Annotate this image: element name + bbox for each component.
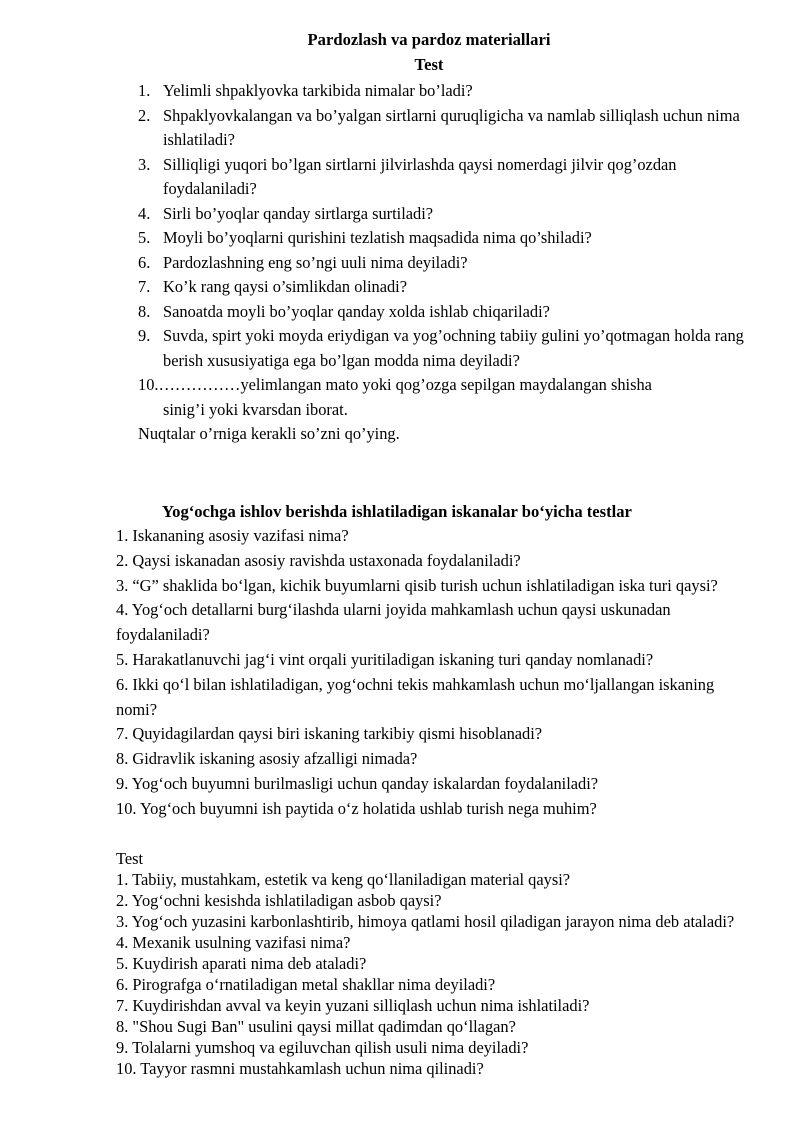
section-2-question-list [116, 524, 746, 822]
list-item: 1. Tabiiy, mustahkam, estetik va keng qo‘llaniladigan material qaysi? [116, 870, 571, 889]
list-item: 2. Qaysi iskanadan asosiy ravishda ustaxonada foydalaniladi? [116, 550, 521, 570]
list-item: 4. Mexanik usulning vazifasi nima? [116, 933, 351, 952]
list-item: 6. Pardozlashning eng so’ngi uuli nima deyiladi? [138, 252, 468, 272]
list-item: 9. Tolalarni yumshoq va egiluvchan qilish usuli nima deyiladi? [116, 1038, 529, 1057]
section-3-heading: Test [116, 849, 144, 868]
list-item: 2. Yog‘ochni kesishda ishlatiladigan asbob qaysi? [116, 891, 442, 910]
list-item: 8. Sanoatda moyli bo’yoqlar qanday xolda ishlab chiqariladi? [138, 301, 550, 321]
section-1-question-list [138, 79, 748, 447]
list-item: 6. Ikki qo‘l bilan ishlatiladigan, yog‘ochni tekis mahkamlash uchun mo‘ljallangan iskaning nomi? [116, 674, 715, 719]
list-item: 10.……………yelimlangan mato yoki qog’ozga sepilgan maydalangan shisha sinig’i yoki kvarsdan iborat. [138, 375, 652, 419]
list-item: 9. Yog‘och buyumni burilmasligi uchun qanday iskalardan foydalaniladi? [116, 773, 599, 793]
list-item: 10. Tayyor rasmni mustahkamlash uchun nima qilinadi? [116, 1059, 484, 1078]
list-item: 1. Yelimli shpaklyovka tarkibida nimalar bo’ladi? [138, 81, 473, 100]
list-item: 5. Moyli bo’yoqlarni qurishini tezlatish maqsadida nima qo’shiladi? [138, 228, 592, 247]
list-item: 5. Harakatlanuvchi jag‘i vint orqali yuritiladigan iskaning turi qanday nomlanadi? [116, 649, 654, 669]
list-item: 3. Silliqligi yuqori bo’lgan sirtlarni jilvirlashda qaysi nomerdagi jilvir qog’ozdan foydalaniladi? [138, 154, 677, 198]
section-3-question-list [116, 848, 746, 1079]
list-item: 7. Quyidagilardan qaysi biri iskaning tarkibiy qismi hisoblanadi? [116, 724, 543, 744]
document-subtitle: Test [414, 55, 444, 74]
document-title: Pardozlash va pardoz materiallari [307, 30, 551, 49]
list-item: 7. Ko’k rang qaysi o’simlikdan olinadi? [138, 277, 407, 296]
list-item: 7. Kuydirishdan avval va keyin yuzani silliqlash uchun nima ishlatiladi? [116, 996, 590, 1015]
list-item: 2. Shpaklyovkalangan va bo’yalgan sirtlarni quruqligicha va namlab silliqlash uchun nima ishlatiladi? [138, 105, 740, 149]
instruction-note: Nuqtalar o’rniga kerakli so’zni qo’ying. [138, 424, 400, 443]
list-item: 8. "Shou Sugi Ban" usulini qaysi millat qadimdan qo‘llagan? [116, 1017, 516, 1036]
list-item: 5. Kuydirish aparati nima deb ataladi? [116, 954, 367, 973]
list-item: 4. Sirli bo’yoqlar qanday sirtlarga surtiladi? [138, 203, 434, 223]
list-item: 3. Yog‘och yuzasini karbonlashtirib, himoya qatlami hosil qiladigan jarayon nima deb ataladi? [116, 912, 735, 931]
list-item: 6. Pirografga o‘rnatiladigan metal shakllar nima deyiladi? [116, 975, 496, 994]
list-item: 3. “G” shaklida bo‘lgan, kichik buyumlarni qisib turish uchun ishlatiladigan iska turi qaysi? [116, 575, 718, 595]
list-item: 10. Yog‘och buyumni ish paytida o‘z holatida ushlab turish nega muhim? [116, 798, 597, 818]
list-item: 9. Suvda, spirt yoki moyda eriydigan va yog’ochning tabiiy gulini yo’qotmagan holda rang berish xususiyatiga ega bo’lgan modda nima deyiladi? [138, 326, 744, 370]
list-item: 8. Gidravlik iskaning asosiy afzalligi nimada? [116, 749, 418, 769]
section-2-title: Yog‘ochga ishlov berishda ishlatiladigan iskanalar bo‘yicha testlar [162, 502, 632, 521]
list-item: 1. Iskananing asosiy vazifasi nima? [116, 526, 349, 545]
list-item: 4. Yog‘och detallarni burg‘ilashda ularni joyida mahkamlash uchun qaysi uskunadan foydalaniladi? [116, 600, 671, 645]
